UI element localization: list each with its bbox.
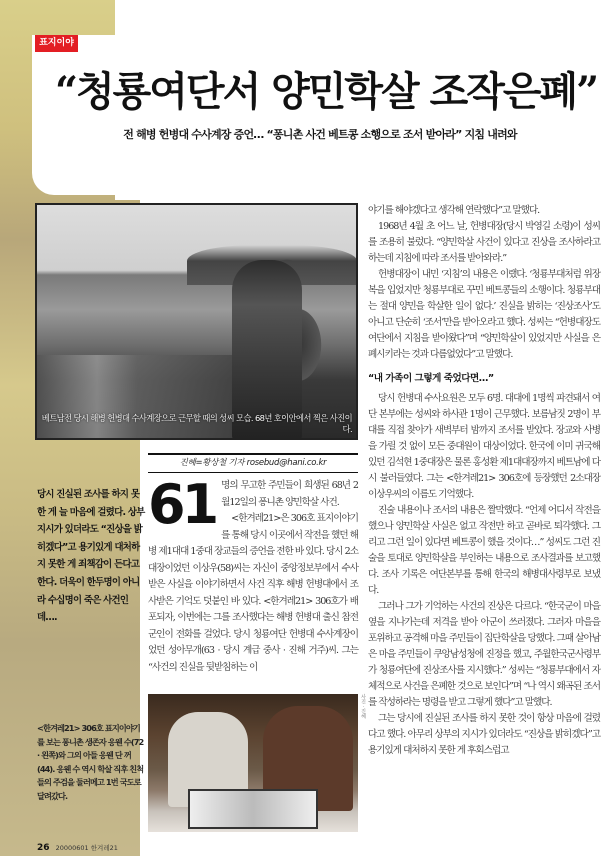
page-footer	[37, 843, 118, 853]
paragraph: 진술 내용이나 조서의 내용은 짤막했다. “언제 어디서 작전을 했으나 양민학살 사실은 없고 작전만 하고 곧바로 퇴각했다. 그리고 그런 일이 있다면 베트콩이 했을 것이다…” 성씨도 그런 진술을 토대로 양민학살을 부인하는 내용으로 조사결과를 보고했다. 조사 기록은 여단본부를 통해 한국의 해병대사령부로 보냈다.	[368, 505, 600, 596]
section-subheading: “내 가족이 그렇게 죽었다면…”	[368, 373, 494, 384]
photo-survivors-album	[148, 694, 358, 832]
paragraph: 명의 무고한 주민들이 희생된 68년 2월12일의 퐁니촌 양민학살 사건.	[221, 480, 358, 508]
photo-caption-2: <한겨레21> 306호 표지이야기를 보는 퐁니촌 생존자 응웬 수(72 · 왼쪽)와 그의 아들 응웬 단 꺼(44). 응웬 수 역시 학살 직후 친척들의 주검을 둘러메고 1번 국도로 달려갔다.	[37, 723, 144, 801]
photo-soldier-portrait	[35, 203, 358, 440]
issue-date: 20000601	[55, 844, 89, 852]
paragraph: 야기를 해야겠다고 생각해 연락했다”고 말했다.	[368, 205, 540, 216]
section-tag: 표지이야기	[35, 35, 78, 52]
paragraph: 당시 헌병대 수사요원은 모두 6명. 대대에 1명씩 파견돼서 여단 본부에는 성씨와 하사관 1명이 근무했다. 보름남짓 2명이 부대를 직접 찾아가 새벽부터 밤까지 조서를 받았다. 장교와 사병을 가릴 것 없이 모든 중대원이 대상이었다. 한국에 이미 귀국해 있던 김석현 1중대장은 물론 홍성환 제1대대장까지 베트남에 다시 불러들였다. 그는 <한겨레21> 306호에 등장했던 2소대장 이상우씨의 이름도 기억했다.	[368, 393, 600, 500]
magazine-name: 한겨레21	[90, 844, 118, 852]
drop-cap: 61	[148, 473, 216, 536]
paragraph: 1968년 4월 초 어느 날, 헌병대장(당시 박영길 소령)이 성씨를 조용히 불렀다. “양민학살 사건이 있다고 진상을 조사하라고 하는데 지침에 따라 조서를 받아와라.”	[368, 221, 600, 264]
article-column-1	[148, 473, 358, 676]
photo-credit: 사진 · 진혜	[360, 694, 366, 719]
subheadline: 전 해병 헌병대 수사계장 증언… “퐁니촌 사건 베트콩 소행으로 조서 받아라” 지침 내려와	[123, 128, 517, 141]
paragraph: 그는 당시에 진실된 조사를 하지 못한 것이 항상 마음에 걸렸다고 했다. 아무리 상부의 지시가 있더라도 “진상을 밝히겠다”고 용기있게 대처하지 못한 게 후회스럽고	[368, 713, 600, 756]
paragraph: <한겨레21>은 306호 표지이야기를 통해 당시 이곳에서 작전을 했던 해병 제1대대 1중대 장교들의 증언을 전한 바 있다. 당시 2소대장이었던 이상우(58)씨는 자신이 중앙정보부에서 수사받은 사실을 이야기하면서 사건 직후 해병 헌병대에서 조사받은 기억도 덧붙인 바 있다. <한겨레21> 306호가 배포되자, 이번에는 그를 조사했다는 해병 헌병대 출신 참전군인이 전화를 걸었다. 당시 청룡여단 헌병대 수사계장이었던 성아무개(63 · 당시 계급 중사 · 진해 거주)씨. 그는 “사건의 진실을 뒷받침하는 이	[148, 513, 358, 673]
page-number: 26	[37, 843, 50, 853]
byline: 진혜=황상철 기자 rosebud@hani.co.kr	[148, 453, 358, 473]
photo-caption: 베트남전 당시 해병 헌병대 수사계장으로 근무할 때의 성씨 모습. 68년 호이안에서 찍은 사진이다.	[41, 413, 352, 434]
headline: “청룡여단서 양민학살 조작은폐”	[55, 68, 598, 115]
article-column-2	[368, 203, 600, 759]
pull-quote: 당시 진실된 조사를 하지 못한 게 늘 마음에 걸렸다. 상부 지시가 있더라도 “진상을 밝히겠다”고 용기있게 대처하지 못한 게 죄책감이 든다고 한다. 더욱이 한두명이 아니라 수십명이 죽은 사건인데….	[37, 489, 145, 624]
paragraph: 그러나 그가 기억하는 사건의 진상은 다르다. “한국군이 마을 옆을 지나가는데 저격을 받아 아군이 쓰러졌다. 그러자 마을을 포위하고 공격해 마을 주민들이 집단학살을 당했다. 그때 살아남은 마을 주민들이 쿠앙남성청에 진정을 했고, 주월한국군사령부가 청룡여단에 진상조사를 지시했다.” 성씨는 “청룡부대에서 자체적으로 사건을 은폐한 것으로 보인다”며 “나 역시 왜곡된 조서를 작성하라는 명령을 받고 그렇게 했다”고 말했다.	[368, 601, 600, 708]
photo-magazine	[188, 789, 318, 829]
paragraph: 헌병대장이 내민 ‘지침’의 내용은 이랬다. ‘청룡부대처럼 위장복을 입었지만 청룡부대로 꾸민 베트콩들의 소행이다. 청룡부대는 절대 양민을 학살한 일이 없다.’ 진실을 밝히는 ‘진상조사’도 아니고 단순히 ‘조서’만을 받아오라고 했다. 성씨는 “헌병대장도 여단에서 지침을 받아왔다”며 “양민학살이 있었지만 사실을 은폐시키라는 것과 다름없었다”고 말했다.	[368, 269, 600, 360]
